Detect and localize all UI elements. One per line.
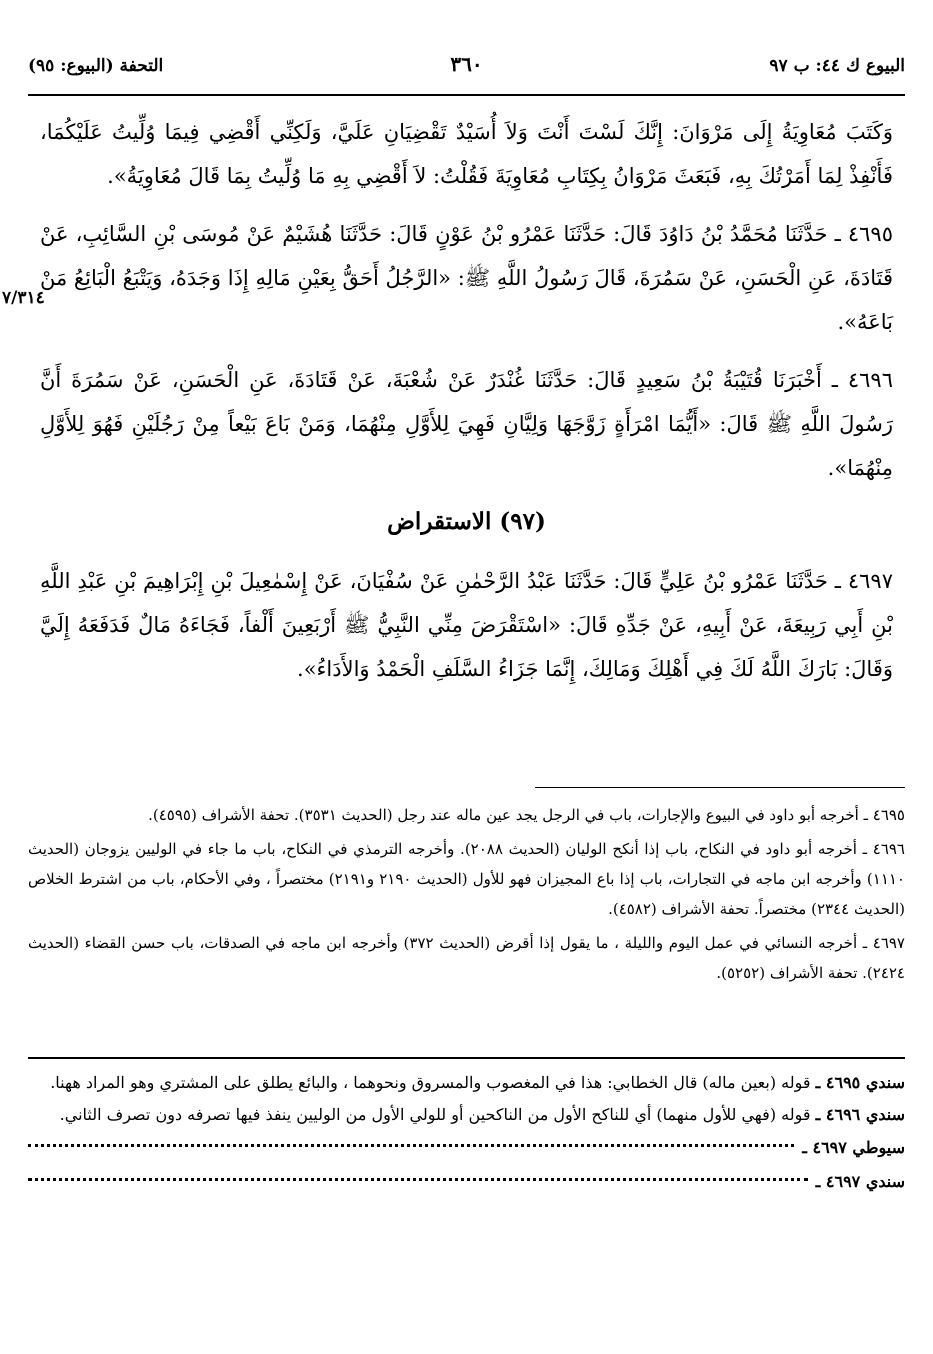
sindi-4697-line	[28, 1166, 905, 1198]
sindi-text: قوله (فهي للأول منهما) أي للناكح الأول من الناكحين أو للولي الأول من الوليين ينفذ فيها تصرفه دون تصرف الثاني.	[59, 1105, 811, 1124]
commentary-rule	[28, 1057, 905, 1059]
header-tuhfa-ref: التحفة (البيوع: ٩٥)	[28, 56, 164, 76]
page-number: ٣٦٠	[450, 52, 483, 76]
sindi-note-4696	[28, 1100, 905, 1130]
margin-reference: ٧/٣١٤	[2, 288, 45, 308]
dotted-leader	[28, 1178, 808, 1181]
footnotes	[28, 800, 905, 992]
hadith-4697: ٤٦٩٧ ـ حَدَّثَنَا عَمْرُو بْنُ عَلِيٍّ قَالَ: حَدَّثَنَا عَبْدُ الرَّحْمٰنِ عَنْ سُفْيَانَ، عَنْ إِسْمٰعِيلَ بْنِ إِبْرَاهِيمَ بْنِ عَبْدِ اللَّهِ بْنِ أَبِي رَبِيعَةَ، عَنْ أَبِيهِ، عَنْ جَدِّهِ قَالَ: «اسْتَقْرَضَ مِنِّي النَّبِيُّ ﷺ أَرْبَعِينَ أَلْفاً، فَجَاءَهُ مَالٌ فَدَفَعَهُ إِلَيَّ وَقَالَ: بَارَكَ اللَّهُ لَكَ فِي أَهْلِكَ وَمَالِكَ، إِنَّمَا جَزَاءُ السَّلَفِ الْحَمْدُ وَالأَدَاءُ».	[40, 569, 893, 681]
header-rule	[28, 94, 905, 96]
sindi-label: سندي ٤٦٩٥ ـ	[815, 1073, 905, 1092]
suyuti-4697-line	[28, 1132, 905, 1164]
header-chapter-ref: البيوع ك ٤٤: ب ٩٧	[769, 56, 905, 76]
sindi-text: قوله (بعين ماله) قال الخطابي: هذا في المغصوب والمسروق ونحوهما ، والبائع يطلق على المشتري وهو المراد ههنا.	[50, 1073, 811, 1092]
suyuti-label: سيوطي ٤٦٩٧ ـ	[802, 1138, 905, 1157]
page-header	[28, 52, 905, 86]
dotted-leader	[28, 1144, 794, 1147]
footnote-4695: ٤٦٩٥ ـ أخرجه أبو داود في البيوع والإجارات، باب في الرجل يجد عين ماله عند رجل (الحديث ٣٥٣١). تحفة الأشراف (٤٥٩٥).	[148, 806, 905, 824]
main-text	[40, 110, 893, 705]
footnote-4696: ٤٦٩٦ ـ أخرجه أبو داود في النكاح، باب إذا أنكح الوليان (الحديث ٢٠٨٨). وأخرجه الترمذي في النكاح، باب ما جاء في الوليين يزوجان (الحديث ١١١٠) وأخرجه ابن ماجه في التجارات، باب إذا باع المجيزان فهو للأول (الحديث ٢١٩٠ و٢١٩١) مختصراً ، وفي الأحكام، باب من اشترط الخلاص (الحديث ٢٣٤٤) مختصراً. تحفة الأشراف (٤٥٨٢).	[28, 840, 905, 918]
commentary-notes	[28, 1068, 905, 1200]
sindi-label: سندي ٤٦٩٦ ـ	[815, 1105, 905, 1124]
hadith-4695: ٤٦٩٥ ـ حَدَّثَنَا مُحَمَّدُ بْنُ دَاوُدَ قَالَ: حَدَّثَنَا عَمْرُو بْنُ عَوْنٍ قَالَ: حَدَّثَنَا هُشَيْمٌ عَنْ مُوسَى بْنِ السَّائِبِ، عَنْ قَتَادَةَ، عَنِ الْحَسَنِ، عَنْ سَمُرَةَ، قَالَ رَسُولُ اللَّهِ ﷺ: «الرَّجُلُ أَحَقُّ بِعَيْنِ مَالِهِ إِذَا وَجَدَهُ، وَيَتْبَعُ الْبَائِعُ مَنْ بَاعَهُ».	[40, 222, 893, 334]
hadith-4696: ٤٦٩٦ ـ أَخْبَرَنَا قُتَيْبَةُ بْنُ سَعِيدٍ قَالَ: حَدَّثَنَا غُنْدَرٌ عَنْ شُعْبَةَ، عَنْ قَتَادَةَ، عَنِ الْحَسَنِ، عَنْ سَمُرَةَ أَنَّ رَسُولَ اللَّهِ ﷺ قَالَ: «أَيُّمَا امْرَأَةٍ زَوَّجَهَا وَلِيَّانِ فَهِيَ لِلأَوَّلِ مِنْهُمَا، وَمَنْ بَاعَ بَيْعاً مِنْ رَجُلَيْنِ فَهُوَ لِلأَوَّلِ مِنْهُمَا».	[40, 368, 893, 480]
paragraph-continuation: وَكَتَبَ مُعَاوِيَةُ إِلَى مَرْوَانَ: إِنَّكَ لَسْتَ أَنْتَ وَلاَ أُسَيْدٌ تَقْضِيَانِ عَلَيَّ، وَلَكِنِّي أَقْضِي فِيمَا وُلِّيتُ عَلَيْكُمَا، فَأَنْفِذْ لِمَا أَمَرْتُكَ بِهِ، فَبَعَثَ مَرْوَانُ بِكِتَابِ مُعَاوِيَةَ فَقُلْتُ: لاَ أَقْضِي بِهِ مَا وُلِّيتُ بِمَا قَالَ مُعَاوِيَةُ».	[40, 120, 893, 188]
sindi-label: سندي ٤٦٩٧ ـ	[815, 1172, 905, 1191]
sindi-note-4695	[28, 1068, 905, 1098]
section-title: (٩٧) الاستقراض	[387, 508, 546, 535]
footnote-4697: ٤٦٩٧ ـ أخرجه النسائي في عمل اليوم والليلة ، ما يقول إذا أقرض (الحديث ٣٧٢) وأخرجه ابن ماجه في الصدقات، باب حسن القضاء (الحديث ٢٤٢٤). تحفة الأشراف (٥٢٥٢).	[28, 934, 905, 982]
footnote-rule	[535, 787, 905, 788]
